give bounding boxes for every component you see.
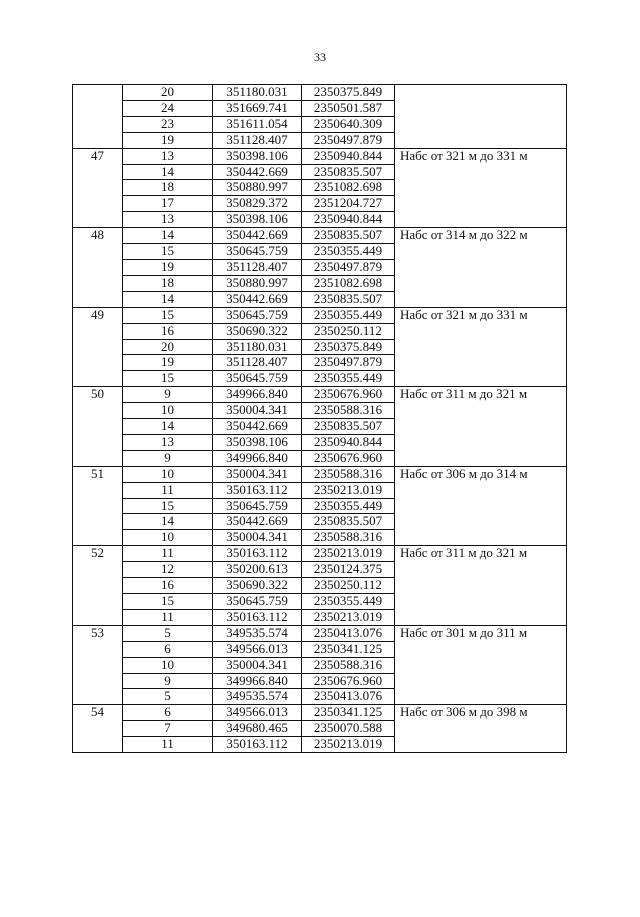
y-coordinate-cell: 2350250.112 [302, 323, 395, 339]
y-coordinate-cell: 2350835.507 [302, 419, 395, 435]
point-number-cell: 13 [123, 148, 213, 164]
x-coordinate-cell: 350398.106 [213, 434, 302, 450]
x-coordinate-cell: 350690.322 [213, 578, 302, 594]
x-coordinate-cell: 349966.840 [213, 387, 302, 403]
point-number-cell: 14 [123, 291, 213, 307]
object-number-cell [73, 85, 123, 149]
y-coordinate-cell: 2350676.960 [302, 450, 395, 466]
x-coordinate-cell: 350829.372 [213, 196, 302, 212]
table-body [73, 85, 567, 753]
y-coordinate-cell: 2350497.879 [302, 132, 395, 148]
point-number-cell: 19 [123, 132, 213, 148]
point-number-cell: 24 [123, 100, 213, 116]
object-number-cell: 47 [73, 148, 123, 228]
object-number-cell: 53 [73, 625, 123, 705]
point-number-cell: 20 [123, 339, 213, 355]
point-number-cell: 15 [123, 307, 213, 323]
point-number-cell: 14 [123, 514, 213, 530]
table-row [73, 387, 567, 403]
elevation-note-cell: Набс от 314 м до 322 м [395, 228, 567, 308]
y-coordinate-cell: 2350213.019 [302, 546, 395, 562]
y-coordinate-cell: 2351204.727 [302, 196, 395, 212]
table-row [73, 228, 567, 244]
elevation-note-cell: Набс от 321 м до 331 м [395, 307, 567, 387]
page-number: 33 [314, 50, 326, 64]
object-number-cell: 49 [73, 307, 123, 387]
x-coordinate-cell: 351128.407 [213, 259, 302, 275]
y-coordinate-cell: 2350355.449 [302, 371, 395, 387]
y-coordinate-cell: 2350588.316 [302, 403, 395, 419]
y-coordinate-cell: 2350355.449 [302, 498, 395, 514]
x-coordinate-cell: 350442.669 [213, 291, 302, 307]
point-number-cell: 12 [123, 562, 213, 578]
point-number-cell: 5 [123, 625, 213, 641]
x-coordinate-cell: 350645.759 [213, 594, 302, 610]
elevation-note-cell [395, 85, 567, 149]
point-number-cell: 19 [123, 355, 213, 371]
y-coordinate-cell: 2350070.588 [302, 721, 395, 737]
point-number-cell: 11 [123, 482, 213, 498]
point-number-cell: 11 [123, 609, 213, 625]
point-number-cell: 10 [123, 530, 213, 546]
object-number-cell: 54 [73, 705, 123, 753]
point-number-cell: 13 [123, 434, 213, 450]
point-number-cell: 10 [123, 657, 213, 673]
x-coordinate-cell: 351180.031 [213, 339, 302, 355]
x-coordinate-cell: 350442.669 [213, 228, 302, 244]
point-number-cell: 15 [123, 498, 213, 514]
y-coordinate-cell: 2350835.507 [302, 291, 395, 307]
y-coordinate-cell: 2350940.844 [302, 434, 395, 450]
x-coordinate-cell: 350163.112 [213, 546, 302, 562]
point-number-cell: 9 [123, 450, 213, 466]
table-row [73, 466, 567, 482]
y-coordinate-cell: 2350341.125 [302, 705, 395, 721]
y-coordinate-cell: 2350588.316 [302, 657, 395, 673]
y-coordinate-cell: 2350640.309 [302, 116, 395, 132]
x-coordinate-cell: 351128.407 [213, 132, 302, 148]
point-number-cell: 18 [123, 275, 213, 291]
object-number-cell: 48 [73, 228, 123, 308]
elevation-note-cell: Набс от 306 м до 314 м [395, 466, 567, 546]
x-coordinate-cell: 350004.341 [213, 530, 302, 546]
point-number-cell: 11 [123, 546, 213, 562]
y-coordinate-cell: 2350355.449 [302, 594, 395, 610]
point-number-cell: 19 [123, 259, 213, 275]
x-coordinate-cell: 349566.013 [213, 705, 302, 721]
x-coordinate-cell: 350004.341 [213, 657, 302, 673]
point-number-cell: 5 [123, 689, 213, 705]
table-row [73, 307, 567, 323]
x-coordinate-cell: 350004.341 [213, 466, 302, 482]
elevation-note-cell: Набс от 321 м до 331 м [395, 148, 567, 228]
y-coordinate-cell: 2350250.112 [302, 578, 395, 594]
y-coordinate-cell: 2350588.316 [302, 466, 395, 482]
x-coordinate-cell: 351669.741 [213, 100, 302, 116]
x-coordinate-cell: 349535.574 [213, 689, 302, 705]
x-coordinate-cell: 349566.013 [213, 641, 302, 657]
x-coordinate-cell: 350163.112 [213, 482, 302, 498]
point-number-cell: 23 [123, 116, 213, 132]
y-coordinate-cell: 2350413.076 [302, 689, 395, 705]
y-coordinate-cell: 2350124.375 [302, 562, 395, 578]
x-coordinate-cell: 350004.341 [213, 403, 302, 419]
point-number-cell: 16 [123, 578, 213, 594]
y-coordinate-cell: 2350413.076 [302, 625, 395, 641]
x-coordinate-cell: 350442.669 [213, 419, 302, 435]
x-coordinate-cell: 350880.997 [213, 180, 302, 196]
y-coordinate-cell: 2350213.019 [302, 737, 395, 753]
x-coordinate-cell: 349535.574 [213, 625, 302, 641]
point-number-cell: 9 [123, 387, 213, 403]
point-number-cell: 16 [123, 323, 213, 339]
x-coordinate-cell: 349966.840 [213, 450, 302, 466]
y-coordinate-cell: 2350497.879 [302, 355, 395, 371]
coordinates-table [72, 84, 567, 753]
y-coordinate-cell: 2350940.844 [302, 212, 395, 228]
elevation-note-cell: Набс от 301 м до 311 м [395, 625, 567, 705]
point-number-cell: 6 [123, 641, 213, 657]
y-coordinate-cell: 2350213.019 [302, 482, 395, 498]
x-coordinate-cell: 350163.112 [213, 609, 302, 625]
point-number-cell: 14 [123, 164, 213, 180]
y-coordinate-cell: 2351082.698 [302, 275, 395, 291]
elevation-note-cell: Набс от 311 м до 321 м [395, 546, 567, 626]
x-coordinate-cell: 350645.759 [213, 498, 302, 514]
object-number-cell: 51 [73, 466, 123, 546]
object-number-cell: 52 [73, 546, 123, 626]
y-coordinate-cell: 2350835.507 [302, 228, 395, 244]
table-row [73, 625, 567, 641]
point-number-cell: 10 [123, 466, 213, 482]
x-coordinate-cell: 350163.112 [213, 737, 302, 753]
point-number-cell: 15 [123, 594, 213, 610]
point-number-cell: 14 [123, 419, 213, 435]
y-coordinate-cell: 2350341.125 [302, 641, 395, 657]
x-coordinate-cell: 350200.613 [213, 562, 302, 578]
y-coordinate-cell: 2350835.507 [302, 164, 395, 180]
y-coordinate-cell: 2350213.019 [302, 609, 395, 625]
object-number-cell: 50 [73, 387, 123, 467]
x-coordinate-cell: 351611.054 [213, 116, 302, 132]
x-coordinate-cell: 350645.759 [213, 244, 302, 260]
point-number-cell: 18 [123, 180, 213, 196]
point-number-cell: 9 [123, 673, 213, 689]
table-row [73, 148, 567, 164]
point-number-cell: 14 [123, 228, 213, 244]
x-coordinate-cell: 350645.759 [213, 371, 302, 387]
x-coordinate-cell: 350442.669 [213, 514, 302, 530]
table-row [73, 546, 567, 562]
y-coordinate-cell: 2350497.879 [302, 259, 395, 275]
point-number-cell: 17 [123, 196, 213, 212]
point-number-cell: 6 [123, 705, 213, 721]
point-number-cell: 7 [123, 721, 213, 737]
y-coordinate-cell: 2350940.844 [302, 148, 395, 164]
point-number-cell: 10 [123, 403, 213, 419]
y-coordinate-cell: 2350676.960 [302, 673, 395, 689]
x-coordinate-cell: 350880.997 [213, 275, 302, 291]
y-coordinate-cell: 2351082.698 [302, 180, 395, 196]
x-coordinate-cell: 350442.669 [213, 164, 302, 180]
x-coordinate-cell: 350398.106 [213, 148, 302, 164]
x-coordinate-cell: 350690.322 [213, 323, 302, 339]
x-coordinate-cell: 349966.840 [213, 673, 302, 689]
point-number-cell: 15 [123, 371, 213, 387]
x-coordinate-cell: 351128.407 [213, 355, 302, 371]
table-row [73, 705, 567, 721]
x-coordinate-cell: 351180.031 [213, 85, 302, 101]
point-number-cell: 11 [123, 737, 213, 753]
y-coordinate-cell: 2350676.960 [302, 387, 395, 403]
table-row [73, 85, 567, 101]
y-coordinate-cell: 2350375.849 [302, 339, 395, 355]
y-coordinate-cell: 2350355.449 [302, 244, 395, 260]
y-coordinate-cell: 2350355.449 [302, 307, 395, 323]
elevation-note-cell: Набс от 311 м до 321 м [395, 387, 567, 467]
y-coordinate-cell: 2350501.587 [302, 100, 395, 116]
point-number-cell: 13 [123, 212, 213, 228]
x-coordinate-cell: 350398.106 [213, 212, 302, 228]
y-coordinate-cell: 2350835.507 [302, 514, 395, 530]
point-number-cell: 15 [123, 244, 213, 260]
x-coordinate-cell: 349680.465 [213, 721, 302, 737]
y-coordinate-cell: 2350588.316 [302, 530, 395, 546]
x-coordinate-cell: 350645.759 [213, 307, 302, 323]
y-coordinate-cell: 2350375.849 [302, 85, 395, 101]
point-number-cell: 20 [123, 85, 213, 101]
elevation-note-cell: Набс от 306 м до 398 м [395, 705, 567, 753]
